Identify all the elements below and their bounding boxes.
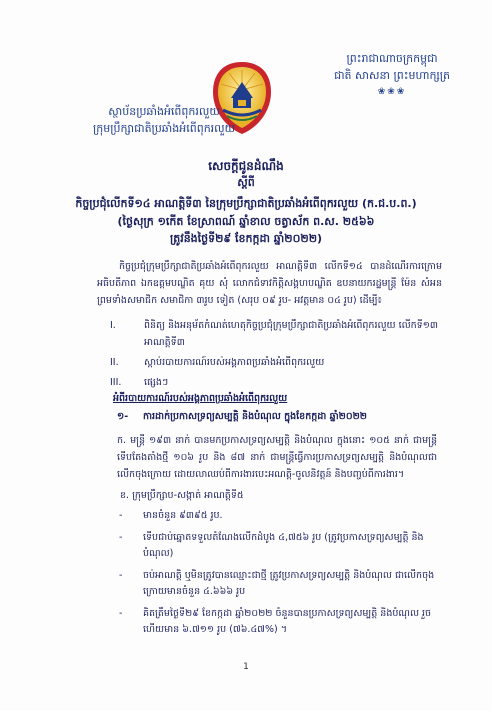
bullet-dash-icon: - xyxy=(119,570,123,581)
kingdom-line: ព្រះរាជាណាចក្រកម្ពុជា xyxy=(346,52,438,65)
list-item-text: ទើបជាប់ឆ្នោតទទួលតំណែងលើកដំបូង ៤,៧៥៦ រូប (ត្រូវប្រកាសទ្រព្យសម្បត្តិ និងបំណុល) xyxy=(143,532,424,559)
subsection-title: ការដាក់ប្រកាសទ្រព្យសម្បត្តិ និងបំណុល ក្នុងខែកក្កដា ឆ្នាំ២០២២ xyxy=(143,411,367,422)
agenda-item-3 xyxy=(110,375,168,391)
bullet-dash-icon: - xyxy=(119,510,123,521)
subsection-commune-councils: ខ. ក្រុមប្រឹក្សាប-សង្កាត់ អាណត្តិទី៥ xyxy=(120,490,244,501)
list-item xyxy=(119,530,449,562)
bullet-dash-icon: - xyxy=(119,532,123,543)
org-line-2: ក្រុមប្រឹក្សាជាតិប្រឆាំងអំពើពុករលួយ xyxy=(93,122,236,135)
list-item xyxy=(119,568,449,600)
list-item xyxy=(119,606,449,638)
list-item-text: ចប់អាណត្តិ ឬមិនត្រូវបានឈ្មោះជាថ្មី ត្រូវប្រកាសទ្រព្យសម្បត្តិ និងបំណុល ជាលើកចុងក្រោយមានចំនួន ៤.៦៦៦ រូប xyxy=(143,570,435,597)
list-item-text: គិតត្រឹមថ្ងៃទី២៩ ខែកក្កដា ឆ្នាំ២០២២ ចំនួនបានប្រកាសទ្រព្យសម្បត្តិ និងបំណុល រួចហើយមាន ៦.៧១១ រូប (៧៦.៤៧%) ។ xyxy=(143,608,432,635)
agenda-number: II. xyxy=(110,357,119,368)
list-item xyxy=(119,508,449,524)
org-line-1: ស្ថាប័នប្រឆាំងអំពើពុករលួយ xyxy=(108,105,220,118)
agenda-item-1-continued: អាណត្តិទី៣ xyxy=(144,337,185,348)
agenda-number: I. xyxy=(110,320,116,331)
page-number: 1 xyxy=(243,662,249,672)
section-heading: អំពីរបាយការណ៍របស់អង្គភាពប្រឆាំងអំពើពុករលួយ xyxy=(113,393,288,404)
agenda-text: ពិនិត្យ និងអនុម័តកំណត់ហេតុកិច្ចប្រជុំក្រុមប្រឹក្សាជាតិប្រឆាំងអំពើពុករលួយ លើកទី១៣ xyxy=(144,320,439,331)
agenda-item-2 xyxy=(110,355,324,371)
meeting-title: កិច្ចប្រជុំលើកទី១៤ អាណត្តិទី៣ នៃក្រុមប្រឹក្សាជាតិប្រឆាំងអំពើពុករលួយ (ក.ជ.ប.ព.) xyxy=(75,197,417,210)
agenda-number: III. xyxy=(110,377,122,388)
ornament-divider: ❀❀❀ xyxy=(377,87,407,97)
intro-text: កិច្ចប្រជុំក្រុមប្រឹក្សាជាតិប្រឆាំងអំពើពុករលួយ អាណត្តិទី៣ លើកទី១៤ បានដំណើរការក្រោមអធិបតីភាព ឯកឧត្ដមបណ្ឌិត គុយ សុំ លោកជំទាវកិត្តិសង្គហបណ្ឌិត ឧបនាយករដ្ឋមន្ត្រី ម៉ែន សំអន ព្រមទាំងសមាជិក សមាជិកា ៣រូប ទៀត (សរុប ០៩ រូប- អវត្ដមាន ០៤ រូប) ដើម្បី៖ xyxy=(97,261,442,306)
kingdom-header xyxy=(334,50,450,101)
meeting-date-lunar: (ថ្ងៃសុក្រ ១កើត ខែស្រាពណ៍ ឆ្នាំខាល ចត្វាស័ក ព.ស. ២៥៦៦ xyxy=(117,215,375,228)
bullet-dash-icon: - xyxy=(119,608,123,619)
doc-title: សេចក្ដីជូនដំណឹង xyxy=(208,159,284,173)
subsection-number: ១- xyxy=(117,411,129,422)
organization-header xyxy=(93,103,235,137)
intro-paragraph xyxy=(97,258,442,309)
commune-council-list xyxy=(119,508,449,644)
agenda-item-1 xyxy=(110,318,438,334)
list-item-text: មានចំនួន ៩៣៩៥ រូប. xyxy=(143,510,223,521)
declaration-paragraph: ក. មន្ត្រី ១៩៣ នាក់ បានមកប្រកាសទ្រព្យសម្បត្តិ និងបំណុល ក្នុងនោះ ១០៥ នាក់ ជាមន្ត្រីទើបតែងតាំងថ្មី ១០៦ រូប និង ៨៧ នាក់ ជាមន្ត្រីធ្វើការប្រកាសទ្រព្យសម្បត្តិ និងបំណុលជាលើកចុងក្រោយ ដោយលាឈប់ពីការងារបេះអណត្តិ-ចូលនិវត្តន៍ និងបញ្ចប់ពីការងារ។ xyxy=(117,435,437,480)
meeting-date-solar: ត្រូវនឹងថ្ងៃទី២៩ ខែកក្កដា ឆ្នាំ២០២២) xyxy=(169,232,323,245)
agenda-text: ស្ដាប់របាយការណ៍របស់អង្គភាពប្រឆាំងអំពើពុករលួយ xyxy=(144,357,325,368)
agenda-text: ផ្សេងៗ xyxy=(144,377,169,388)
subsection-1-heading xyxy=(117,410,367,424)
doc-subtitle: ស្ដីពី xyxy=(237,176,255,189)
motto-line: ជាតិ សាសនា ព្រះមហាក្សត្រ xyxy=(334,69,450,82)
